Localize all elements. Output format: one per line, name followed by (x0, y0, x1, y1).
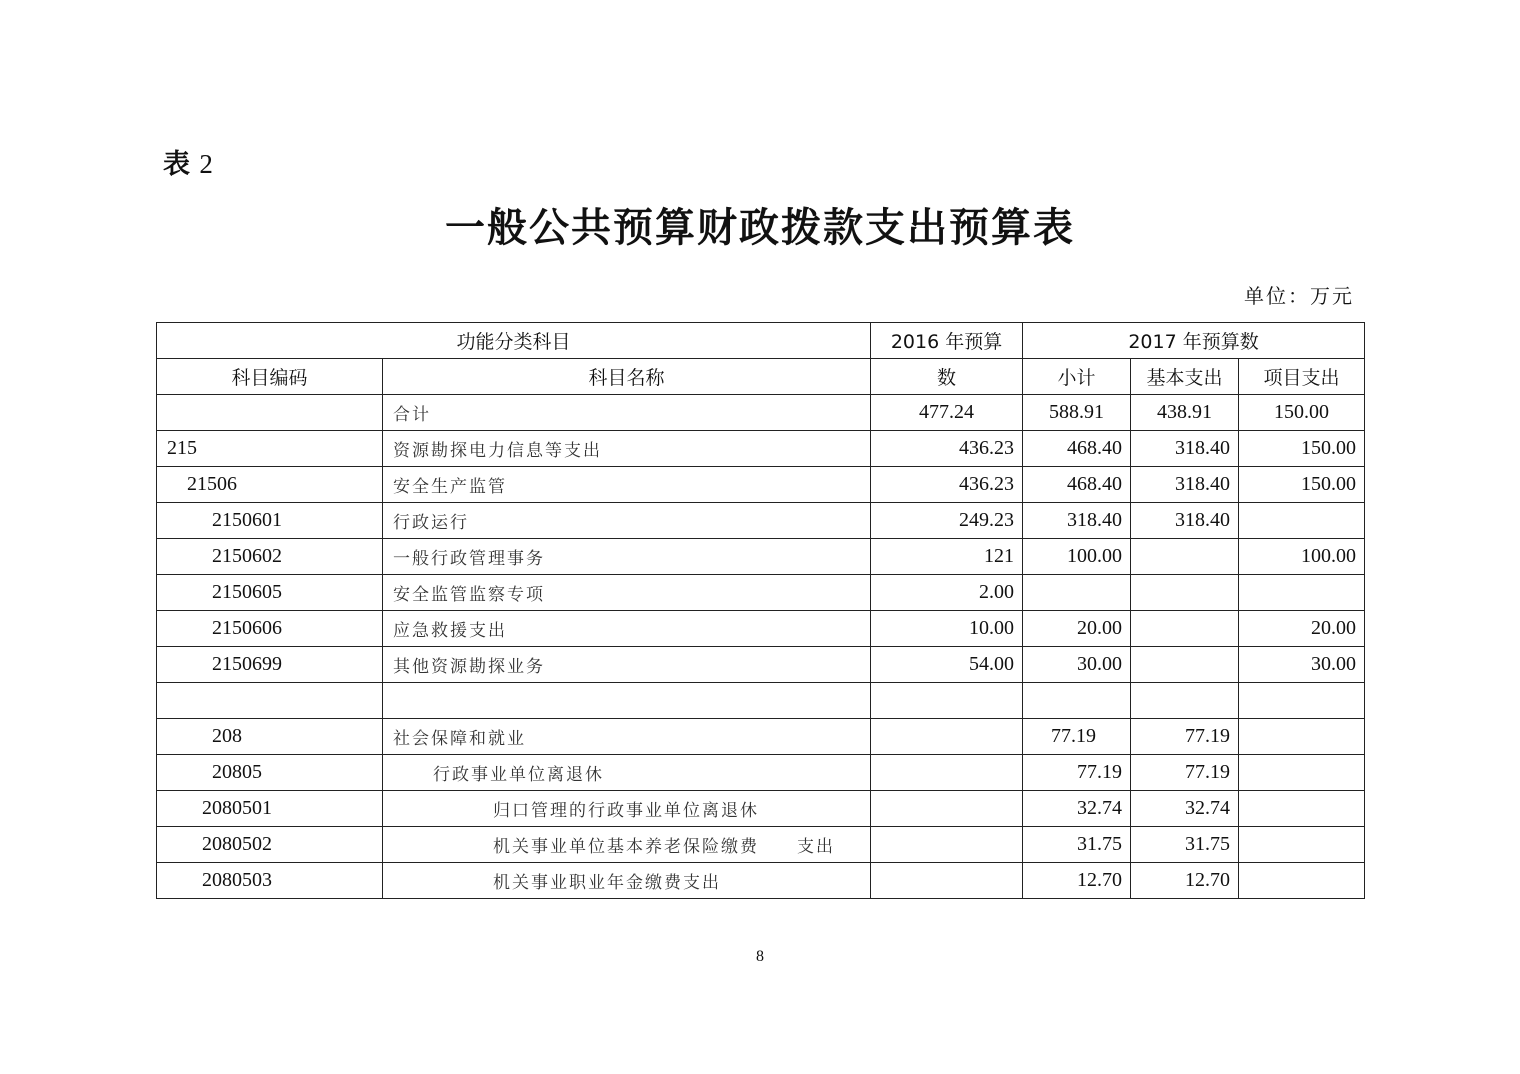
budget-2016-cell: 54.00 (871, 647, 1023, 683)
page-number: 8 (756, 948, 764, 965)
basic-cell: 12.70 (1131, 863, 1239, 899)
table-row (157, 827, 1365, 863)
header-row-2 (157, 359, 1365, 395)
subtotal-cell: 77.19 (1023, 719, 1131, 755)
basic-cell (1131, 647, 1239, 683)
budget-2016-cell: 121 (871, 539, 1023, 575)
header-project: 项目支出 (1239, 359, 1365, 395)
table-row (157, 791, 1365, 827)
header-budget-2016-line1: 2016 年预算 (871, 323, 1023, 359)
name-cell: 行政运行 (383, 503, 871, 539)
project-cell (1239, 719, 1365, 755)
name-cell: 安全监管监察专项 (383, 575, 871, 611)
table-row (157, 503, 1365, 539)
code-cell: 2150606 (157, 611, 383, 647)
basic-cell: 318.40 (1131, 467, 1239, 503)
name-cell: 其他资源勘探业务 (383, 647, 871, 683)
name-cell (383, 683, 871, 719)
basic-cell: 31.75 (1131, 827, 1239, 863)
basic-cell: 77.19 (1131, 755, 1239, 791)
subtotal-cell: 20.00 (1023, 611, 1131, 647)
code-cell: 2080501 (157, 791, 383, 827)
project-cell: 20.00 (1239, 611, 1365, 647)
table-label-prefix: 表 (163, 149, 190, 180)
code-cell: 21506 (157, 467, 383, 503)
budget-2016-cell: 436.23 (871, 431, 1023, 467)
table-row (157, 575, 1365, 611)
header-code: 科目编码 (157, 359, 383, 395)
code-cell: 2150602 (157, 539, 383, 575)
header-subtotal: 小计 (1023, 359, 1131, 395)
header-basic: 基本支出 (1131, 359, 1239, 395)
name-cell: 安全生产监管 (383, 467, 871, 503)
basic-cell (1131, 683, 1239, 719)
table-row (157, 647, 1365, 683)
project-cell: 150.00 (1239, 431, 1365, 467)
name-cell: 行政事业单位离退休 (383, 755, 871, 791)
unit-label: 单位：万元 (1244, 284, 1354, 308)
code-cell: 2080503 (157, 863, 383, 899)
subtotal-cell: 318.40 (1023, 503, 1131, 539)
header-func-category: 功能分类科目 (157, 323, 871, 359)
basic-cell: 318.40 (1131, 431, 1239, 467)
header-budget-2017: 2017 年预算数 (1023, 323, 1365, 359)
code-cell: 215 (157, 431, 383, 467)
header-row-1 (157, 323, 1365, 359)
budget-2016-cell: 249.23 (871, 503, 1023, 539)
budget-2016-cell (871, 863, 1023, 899)
project-cell: 150.00 (1239, 395, 1365, 431)
budget-2016-cell: 2.00 (871, 575, 1023, 611)
subtotal-cell: 588.91 (1023, 395, 1131, 431)
name-cell: 社会保障和就业 (383, 719, 871, 755)
subtotal-cell: 12.70 (1023, 863, 1131, 899)
table-row (157, 395, 1365, 431)
project-cell: 30.00 (1239, 647, 1365, 683)
header-budget-2016-line2: 数 (871, 359, 1023, 395)
name-cell: 机关事业职业年金缴费支出 (383, 863, 871, 899)
budget-2016-cell (871, 755, 1023, 791)
budget-2016-cell: 436.23 (871, 467, 1023, 503)
table-label (163, 142, 213, 181)
project-cell (1239, 683, 1365, 719)
basic-cell: 438.91 (1131, 395, 1239, 431)
project-cell (1239, 755, 1365, 791)
subtotal-cell: 32.74 (1023, 791, 1131, 827)
project-cell (1239, 791, 1365, 827)
subtotal-cell: 100.00 (1023, 539, 1131, 575)
code-cell: 2150605 (157, 575, 383, 611)
name-cell: 一般行政管理事务 (383, 539, 871, 575)
basic-cell: 32.74 (1131, 791, 1239, 827)
budget-2016-cell (871, 827, 1023, 863)
code-cell: 2150699 (157, 647, 383, 683)
budget-2016-cell: 10.00 (871, 611, 1023, 647)
project-cell: 150.00 (1239, 467, 1365, 503)
code-cell: 20805 (157, 755, 383, 791)
budget-2016-cell: 477.24 (871, 395, 1023, 431)
table-label-number: 2 (199, 149, 213, 179)
subtotal-cell: 31.75 (1023, 827, 1131, 863)
code-cell: 2080502 (157, 827, 383, 863)
code-cell: 208 (157, 719, 383, 755)
name-cell: 机关事业单位基本养老保险缴费 支出 (383, 827, 871, 863)
budget-table (156, 322, 1365, 899)
name-cell: 资源勘探电力信息等支出 (383, 431, 871, 467)
table-row (157, 863, 1365, 899)
name-cell: 合计 (383, 395, 871, 431)
basic-cell: 318.40 (1131, 503, 1239, 539)
subtotal-cell: 77.19 (1023, 755, 1131, 791)
project-cell: 100.00 (1239, 539, 1365, 575)
code-cell (157, 395, 383, 431)
table-row (157, 719, 1365, 755)
project-cell (1239, 503, 1365, 539)
basic-cell (1131, 611, 1239, 647)
subtotal-cell: 468.40 (1023, 467, 1131, 503)
budget-2016-cell (871, 683, 1023, 719)
project-cell (1239, 575, 1365, 611)
budget-2016-cell (871, 719, 1023, 755)
budget-2016-cell (871, 791, 1023, 827)
table-row (157, 683, 1365, 719)
subtotal-cell: 468.40 (1023, 431, 1131, 467)
project-cell (1239, 827, 1365, 863)
table-row (157, 467, 1365, 503)
name-cell: 归口管理的行政事业单位离退休 (383, 791, 871, 827)
basic-cell (1131, 539, 1239, 575)
project-cell (1239, 863, 1365, 899)
subtotal-cell: 30.00 (1023, 647, 1131, 683)
name-cell: 应急救援支出 (383, 611, 871, 647)
table-row (157, 539, 1365, 575)
code-cell (157, 683, 383, 719)
basic-cell (1131, 575, 1239, 611)
code-cell: 2150601 (157, 503, 383, 539)
basic-cell: 77.19 (1131, 719, 1239, 755)
subtotal-cell (1023, 575, 1131, 611)
table-row (157, 755, 1365, 791)
table-row (157, 431, 1365, 467)
header-name: 科目名称 (383, 359, 871, 395)
subtotal-cell (1023, 683, 1131, 719)
page-title: 一般公共预算财政拨款支出预算表 (445, 204, 1075, 251)
table-row (157, 611, 1365, 647)
